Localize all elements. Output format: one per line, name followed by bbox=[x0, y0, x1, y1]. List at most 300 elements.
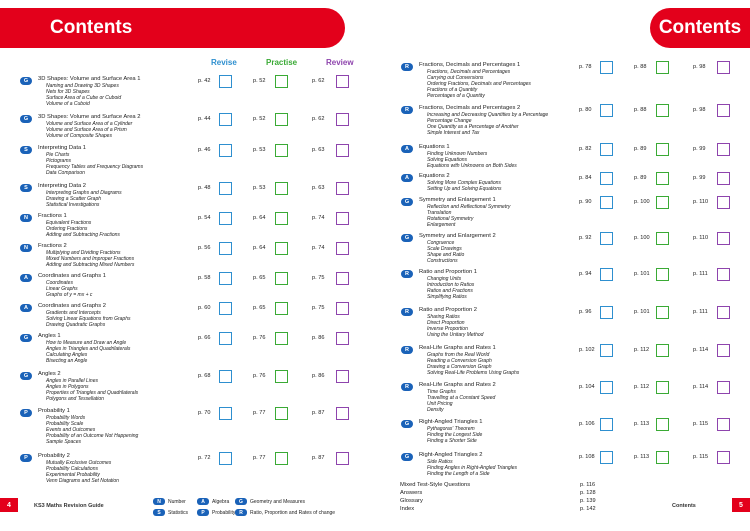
revise-checkbox[interactable] bbox=[219, 272, 232, 285]
review-checkbox[interactable] bbox=[336, 75, 349, 88]
practise-page-ref: p. 53 bbox=[253, 185, 266, 191]
subtopic-item: Graphs of y = mx + c bbox=[46, 292, 93, 299]
subtopic-item: Surface Area of a Cube or Cuboid bbox=[46, 95, 122, 102]
page-title: Contents bbox=[0, 8, 345, 48]
revise-page-ref: p. 60 bbox=[198, 305, 211, 311]
subtopic-list bbox=[46, 121, 132, 139]
practise-page-ref: p. 65 bbox=[253, 305, 266, 311]
practise-page-ref: p. 101 bbox=[634, 271, 650, 277]
page-title: Contents bbox=[650, 8, 750, 48]
subtopic-item: Simplifying Ratios bbox=[427, 294, 467, 301]
section-badge: G bbox=[20, 334, 32, 342]
subtopic-item: Calculating Angles bbox=[46, 352, 88, 359]
review-checkbox[interactable] bbox=[717, 196, 730, 209]
practise-checkbox[interactable] bbox=[656, 143, 669, 156]
key-label: Statistics bbox=[168, 509, 189, 516]
subtopic-list bbox=[46, 83, 121, 107]
section-badge: R bbox=[401, 346, 413, 354]
revise-checkbox[interactable] bbox=[600, 104, 613, 117]
revise-checkbox[interactable] bbox=[600, 172, 613, 185]
practise-page-ref: p. 76 bbox=[253, 373, 266, 379]
subtopic-item: Data Comparison bbox=[46, 170, 85, 177]
revise-checkbox[interactable] bbox=[219, 370, 232, 383]
review-checkbox[interactable] bbox=[717, 418, 730, 431]
subtopic-item: Solving Equations bbox=[427, 157, 468, 164]
subtopic-item: Statistical Investigations bbox=[46, 202, 100, 209]
review-page-ref: p. 75 bbox=[312, 275, 325, 281]
topic-title: Angles 1 bbox=[38, 333, 61, 339]
subtopic-item: Graphs from the Real World bbox=[427, 352, 490, 358]
subtopic-item: Polygons and Tessellation bbox=[46, 396, 104, 403]
misc-entry-page: p. 128 bbox=[580, 490, 596, 496]
review-page-ref: p. 110 bbox=[693, 199, 709, 205]
contents-row bbox=[20, 332, 360, 365]
subtopic-item: Frequency Tables and Frequency Diagrams bbox=[46, 164, 144, 171]
topic-title: Fractions 2 bbox=[38, 243, 67, 249]
contents-row bbox=[20, 452, 360, 485]
section-badge: S bbox=[20, 146, 32, 154]
review-checkbox[interactable] bbox=[336, 407, 349, 420]
review-page-ref: p. 99 bbox=[693, 175, 706, 181]
revise-checkbox[interactable] bbox=[600, 344, 613, 357]
revise-page-ref: p. 54 bbox=[198, 215, 211, 221]
subtopic-item: Travelling at a Constant Speed bbox=[427, 395, 496, 402]
practise-page-ref: p. 89 bbox=[634, 146, 647, 152]
subtopic-item: Increasing and Decreasing Quantities by a Percentage bbox=[427, 112, 549, 118]
revise-page-ref: p. 66 bbox=[198, 335, 211, 341]
topic-title: Interpreting Data 2 bbox=[38, 183, 87, 189]
subtopic-item: Changing Units bbox=[427, 276, 462, 282]
subtopic-list bbox=[46, 415, 138, 445]
review-checkbox[interactable] bbox=[336, 272, 349, 285]
review-checkbox[interactable] bbox=[717, 232, 730, 245]
practise-checkbox[interactable] bbox=[656, 306, 669, 319]
practise-page-ref: p. 52 bbox=[253, 78, 266, 84]
subtopic-list bbox=[427, 112, 548, 136]
review-checkbox[interactable] bbox=[336, 182, 349, 195]
subtopic-item: Drawing a Scatter Graph bbox=[46, 196, 102, 203]
practise-checkbox[interactable] bbox=[275, 182, 288, 195]
section-badge: R bbox=[401, 63, 413, 71]
review-checkbox[interactable] bbox=[717, 344, 730, 357]
contents-row bbox=[401, 344, 746, 377]
review-page-ref: p. 115 bbox=[693, 454, 709, 460]
misc-entry-label: Mixed Test-Style Questions bbox=[400, 482, 471, 488]
subtopic-item: Solving Real-Life Problems Using Graphs bbox=[427, 370, 520, 377]
subtopic-item: Percentages of a Quantity bbox=[427, 93, 485, 100]
review-checkbox[interactable] bbox=[336, 242, 349, 255]
subtopic-list bbox=[427, 426, 482, 444]
section-badge: P bbox=[20, 409, 32, 417]
contents-row bbox=[401, 196, 746, 229]
review-page-ref: p. 110 bbox=[693, 235, 709, 241]
review-checkbox[interactable] bbox=[336, 452, 349, 465]
review-checkbox[interactable] bbox=[336, 113, 349, 126]
topic-title: Symmetry and Enlargement 1 bbox=[419, 197, 496, 203]
topic-title: Probability 2 bbox=[38, 453, 70, 459]
subtopic-item: Side Ratios bbox=[427, 459, 453, 465]
practise-page-ref: p. 65 bbox=[253, 275, 266, 281]
subtopic-item: Sharing Ratios bbox=[427, 314, 460, 320]
practise-checkbox[interactable] bbox=[656, 418, 669, 431]
subtopic-item: Congruence bbox=[427, 240, 455, 246]
review-page-ref: p. 75 bbox=[312, 305, 325, 311]
practise-page-ref: p. 88 bbox=[634, 64, 647, 70]
subtopic-item: Density bbox=[427, 407, 444, 414]
contents-row bbox=[20, 242, 360, 269]
contents-row bbox=[401, 104, 746, 137]
review-page-ref: p. 111 bbox=[693, 271, 708, 277]
key-item bbox=[235, 498, 305, 505]
subtopic-item: Pictograms bbox=[46, 158, 72, 165]
page-number: 4 bbox=[0, 498, 18, 512]
subtopic-item: Nets for 3D Shapes bbox=[46, 89, 90, 96]
practise-checkbox[interactable] bbox=[656, 268, 669, 281]
review-page-ref: p. 87 bbox=[312, 455, 325, 461]
subtopic-list bbox=[427, 352, 519, 376]
key-item bbox=[197, 509, 235, 516]
practise-checkbox[interactable] bbox=[656, 104, 669, 117]
subtopic-item: Gradients and Intercepts bbox=[46, 310, 101, 316]
revise-checkbox[interactable] bbox=[600, 143, 613, 156]
key-label: Ratio, Proportion and Rates of change bbox=[250, 509, 336, 516]
contents-row bbox=[20, 302, 360, 329]
subtopic-list bbox=[427, 180, 502, 192]
review-checkbox[interactable] bbox=[717, 104, 730, 117]
revise-page-ref: p. 68 bbox=[198, 373, 211, 379]
subtopic-item: Experimental Probability bbox=[46, 472, 100, 479]
review-checkbox[interactable] bbox=[717, 268, 730, 281]
key-badge: P bbox=[197, 509, 209, 516]
revise-checkbox[interactable] bbox=[600, 306, 613, 319]
contents-row bbox=[401, 268, 746, 301]
contents-row bbox=[20, 272, 360, 299]
practise-checkbox[interactable] bbox=[656, 172, 669, 185]
section-badge: G bbox=[20, 77, 32, 85]
practise-checkbox[interactable] bbox=[275, 407, 288, 420]
subtopic-list bbox=[427, 69, 531, 99]
subtopic-item: Coordinates bbox=[46, 280, 73, 286]
practise-checkbox[interactable] bbox=[275, 332, 288, 345]
subtopic-list bbox=[46, 340, 130, 364]
subtopic-item: Sample Spaces bbox=[46, 439, 82, 446]
revise-checkbox[interactable] bbox=[219, 212, 232, 225]
topic-title: Equations 1 bbox=[419, 144, 450, 150]
review-checkbox[interactable] bbox=[717, 381, 730, 394]
practise-checkbox[interactable] bbox=[275, 242, 288, 255]
subtopic-list bbox=[427, 459, 517, 477]
topic-title: Right-Angled Triangles 1 bbox=[419, 419, 483, 425]
subtopic-item: Enlargement bbox=[427, 222, 456, 229]
contents-row bbox=[20, 144, 360, 177]
revise-checkbox[interactable] bbox=[600, 451, 613, 464]
practise-page-ref: p. 77 bbox=[253, 455, 266, 461]
subtopic-item: Reflection and Reflectional Symmetry bbox=[427, 204, 511, 210]
topic-title: Symmetry and Enlargement 2 bbox=[419, 233, 496, 239]
topic-title: Right-Angled Triangles 2 bbox=[419, 452, 483, 458]
topic-title: Fractions 1 bbox=[38, 213, 67, 219]
practise-checkbox[interactable] bbox=[275, 212, 288, 225]
subtopic-item: Pythagoras' Theorem bbox=[427, 426, 475, 432]
contents-row bbox=[401, 381, 746, 414]
topic-title: Interpreting Data 1 bbox=[38, 145, 87, 151]
topic-title: Coordinates and Graphs 2 bbox=[38, 303, 106, 309]
revise-checkbox[interactable] bbox=[219, 242, 232, 255]
review-checkbox[interactable] bbox=[336, 212, 349, 225]
subtopic-item: Direct Proportion bbox=[427, 320, 465, 327]
practise-page-ref: p. 100 bbox=[634, 199, 650, 205]
topic-title: Coordinates and Graphs 1 bbox=[38, 273, 106, 279]
key-item bbox=[153, 509, 188, 516]
review-page-ref: p. 63 bbox=[312, 147, 325, 153]
contents-row bbox=[20, 212, 360, 239]
misc-entry-label: Answers bbox=[400, 490, 423, 496]
column-header-revise: Revise bbox=[211, 58, 237, 67]
subtopic-list bbox=[427, 314, 483, 338]
contents-row bbox=[401, 232, 746, 265]
topic-title: Fractions, Decimals and Percentages 1 bbox=[419, 62, 521, 68]
revise-checkbox[interactable] bbox=[219, 113, 232, 126]
subtopic-item: Venn Diagrams and Set Notation bbox=[46, 478, 119, 485]
topic-title: 3D Shapes: Volume and Surface Area 1 bbox=[38, 76, 141, 82]
practise-checkbox[interactable] bbox=[275, 75, 288, 88]
subtopic-list bbox=[427, 240, 464, 264]
revise-page-ref: p. 42 bbox=[198, 78, 211, 84]
revise-page-ref: p. 48 bbox=[198, 185, 211, 191]
subtopic-item: Adding and Subtracting Mixed Numbers bbox=[46, 262, 135, 269]
revise-page-ref: p. 84 bbox=[579, 175, 592, 181]
practise-page-ref: p. 89 bbox=[634, 175, 647, 181]
review-checkbox[interactable] bbox=[336, 144, 349, 157]
column-header-practise: Practise bbox=[266, 58, 298, 67]
subtopic-item: Solving Linear Equations from Graphs bbox=[46, 316, 131, 323]
practise-checkbox[interactable] bbox=[656, 451, 669, 464]
misc-entry-page: p. 142 bbox=[580, 506, 596, 512]
subtopic-item: Linear Graphs bbox=[46, 286, 78, 293]
practise-page-ref: p. 101 bbox=[634, 309, 650, 315]
topic-title: 3D Shapes: Volume and Surface Area 2 bbox=[38, 114, 141, 120]
key-label: Probability bbox=[212, 509, 236, 516]
key-label: Geometry and Measures bbox=[250, 498, 306, 505]
revise-page-ref: p. 94 bbox=[579, 271, 592, 277]
subtopic-item: Rotational Symmetry bbox=[427, 216, 474, 223]
review-page-ref: p. 74 bbox=[312, 245, 325, 251]
review-page-ref: p. 114 bbox=[693, 384, 709, 390]
subtopic-item: Volume and Surface Area of a Prism bbox=[46, 127, 127, 134]
topic-title: Ratio and Proportion 2 bbox=[419, 307, 478, 313]
revise-checkbox[interactable] bbox=[600, 61, 613, 74]
section-badge: G bbox=[401, 198, 413, 206]
contents-row bbox=[401, 61, 746, 100]
review-page-ref: p. 98 bbox=[693, 64, 706, 70]
review-checkbox[interactable] bbox=[717, 306, 730, 319]
revise-page-ref: p. 70 bbox=[198, 410, 211, 416]
practise-checkbox[interactable] bbox=[275, 452, 288, 465]
subtopic-item: Fractions, Decimals and Percentages bbox=[427, 69, 511, 75]
subtopic-item: Mixed Numbers and Improper Fractions bbox=[46, 256, 135, 263]
subtopic-item: Probability of an Outcome Not Happening bbox=[46, 433, 139, 440]
practise-page-ref: p. 77 bbox=[253, 410, 266, 416]
subtopic-list bbox=[46, 460, 119, 484]
revise-page-ref: p. 92 bbox=[579, 235, 592, 241]
subtopic-item: One Quantity as a Percentage of Another bbox=[427, 124, 519, 131]
key-item bbox=[197, 498, 229, 505]
review-checkbox[interactable] bbox=[336, 332, 349, 345]
practise-page-ref: p. 88 bbox=[634, 107, 647, 113]
review-page-ref: p. 86 bbox=[312, 373, 325, 379]
subtopic-item: Time Graphs bbox=[427, 389, 456, 395]
subtopic-item: Adding and Subtracting Fractions bbox=[46, 232, 120, 239]
subtopic-item: Finding Angles in Right-Angled Triangles bbox=[427, 465, 518, 472]
practise-page-ref: p. 113 bbox=[634, 454, 650, 460]
subtopic-item: Ordering Fractions bbox=[46, 226, 88, 233]
subtopic-list bbox=[46, 310, 131, 328]
misc-entry-label: Index bbox=[400, 506, 415, 512]
revise-page-ref: p. 106 bbox=[579, 421, 595, 427]
revise-page-ref: p. 108 bbox=[579, 454, 595, 460]
practise-checkbox[interactable] bbox=[656, 344, 669, 357]
review-checkbox[interactable] bbox=[717, 172, 730, 185]
subtopic-item: Equivalent Fractions bbox=[46, 220, 92, 226]
revise-checkbox[interactable] bbox=[219, 75, 232, 88]
practise-page-ref: p. 100 bbox=[634, 235, 650, 241]
section-badge: G bbox=[20, 372, 32, 380]
revise-checkbox[interactable] bbox=[219, 302, 232, 315]
subtopic-item: Setting Up and Solving Equations bbox=[427, 186, 502, 193]
subtopic-item: Angles in Triangles and Quadrilaterals bbox=[46, 346, 131, 353]
revise-checkbox[interactable] bbox=[219, 407, 232, 420]
subtopic-item: Probability Scale bbox=[46, 421, 84, 428]
subtopic-list bbox=[46, 152, 143, 176]
contents-row bbox=[20, 75, 360, 108]
key-badge: R bbox=[235, 509, 247, 516]
revise-page-ref: p. 80 bbox=[579, 107, 592, 113]
practise-page-ref: p. 64 bbox=[253, 245, 266, 251]
revise-page-ref: p. 104 bbox=[579, 384, 595, 390]
revise-checkbox[interactable] bbox=[219, 182, 232, 195]
contents-row bbox=[401, 451, 746, 478]
misc-entry-page: p. 139 bbox=[580, 498, 596, 504]
section-badge: S bbox=[20, 184, 32, 192]
subtopic-item: Percentage Change bbox=[427, 118, 472, 125]
subtopic-list bbox=[46, 280, 92, 298]
subtopic-item: Finding the Longest Side bbox=[427, 432, 483, 439]
practise-checkbox[interactable] bbox=[275, 272, 288, 285]
review-checkbox[interactable] bbox=[717, 143, 730, 156]
key-badge: A bbox=[197, 498, 209, 505]
subtopic-list bbox=[427, 276, 474, 300]
subtopic-list bbox=[427, 151, 517, 169]
practise-checkbox[interactable] bbox=[656, 196, 669, 209]
practise-page-ref: p. 113 bbox=[634, 421, 650, 427]
review-checkbox[interactable] bbox=[717, 451, 730, 464]
key-badge: G bbox=[235, 498, 247, 505]
subtopic-item: Simple Interest and Tax bbox=[427, 130, 480, 137]
key-badge: S bbox=[153, 509, 165, 516]
subtopic-item: Bisecting an Angle bbox=[46, 358, 88, 365]
section-badge: G bbox=[401, 453, 413, 461]
practise-checkbox[interactable] bbox=[656, 232, 669, 245]
revise-checkbox[interactable] bbox=[219, 332, 232, 345]
review-checkbox[interactable] bbox=[336, 302, 349, 315]
subtopic-item: Angles in Polygons bbox=[46, 384, 89, 391]
contents-row bbox=[401, 172, 746, 192]
key-label: Algebra bbox=[212, 498, 230, 505]
contents-row bbox=[20, 407, 360, 446]
section-badge: R bbox=[401, 308, 413, 316]
practise-checkbox[interactable] bbox=[275, 302, 288, 315]
revise-checkbox[interactable] bbox=[219, 144, 232, 157]
subtopic-item: Naming and Drawing 3D Shapes bbox=[46, 83, 119, 89]
revise-page-ref: p. 44 bbox=[198, 116, 211, 122]
subtopic-list bbox=[46, 220, 120, 238]
topic-title: Ratio and Proportion 1 bbox=[419, 269, 478, 275]
review-checkbox[interactable] bbox=[717, 61, 730, 74]
practise-page-ref: p. 52 bbox=[253, 116, 266, 122]
practise-checkbox[interactable] bbox=[275, 113, 288, 126]
subtopic-item: Pie Charts bbox=[46, 152, 70, 158]
subtopic-item: Interpreting Graphs and Diagrams bbox=[46, 190, 122, 196]
subtopic-list bbox=[46, 190, 122, 208]
revise-page-ref: p. 96 bbox=[579, 309, 592, 315]
brand-label: KS3 Maths Revision Guide bbox=[34, 503, 104, 509]
subtopic-list bbox=[46, 378, 138, 402]
subtopic-item: Mutually Exclusive Outcomes bbox=[46, 460, 112, 466]
revise-page-ref: p. 72 bbox=[198, 455, 211, 461]
contents-row bbox=[20, 370, 360, 403]
practise-checkbox[interactable] bbox=[275, 144, 288, 157]
subtopic-item: Introduction to Ratios bbox=[427, 282, 475, 289]
revise-checkbox[interactable] bbox=[600, 196, 613, 209]
revise-page-ref: p. 46 bbox=[198, 147, 211, 153]
key-item bbox=[153, 498, 186, 505]
subtopic-item: Translation bbox=[427, 210, 452, 217]
topic-title: Angles 2 bbox=[38, 371, 61, 377]
section-badge: N bbox=[20, 244, 32, 252]
practise-checkbox[interactable] bbox=[656, 61, 669, 74]
practise-checkbox[interactable] bbox=[275, 370, 288, 383]
subtopic-item: Ordering Fractions, Decimals and Percentages bbox=[427, 81, 531, 88]
subtopic-item: How to Measure and Draw an Angle bbox=[46, 340, 127, 346]
subtopic-item: Finding a Shorter Side bbox=[427, 438, 477, 445]
subtopic-item: Angles in Parallel Lines bbox=[46, 378, 98, 384]
subtopic-item: Volume of a Cuboid bbox=[46, 101, 90, 108]
topic-title: Real-Life Graphs and Rates 1 bbox=[419, 345, 496, 351]
subtopic-item: Equations with Unknowns on Both Sides bbox=[427, 163, 517, 170]
revise-page-ref: p. 102 bbox=[579, 347, 595, 353]
revise-checkbox[interactable] bbox=[600, 232, 613, 245]
revise-checkbox[interactable] bbox=[600, 381, 613, 394]
revise-checkbox[interactable] bbox=[219, 452, 232, 465]
subtopic-item: Events and Outcomes bbox=[46, 427, 96, 434]
contents-row bbox=[401, 306, 746, 339]
subtopic-item: Finding Unknown Numbers bbox=[427, 151, 488, 157]
section-badge: G bbox=[401, 234, 413, 242]
subtopic-item: Probability Words bbox=[46, 415, 86, 421]
review-checkbox[interactable] bbox=[336, 370, 349, 383]
topic-title: Real-Life Graphs and Rates 2 bbox=[419, 382, 496, 388]
practise-checkbox[interactable] bbox=[656, 381, 669, 394]
subtopic-item: Inverse Proportion bbox=[427, 326, 468, 333]
revise-checkbox[interactable] bbox=[600, 268, 613, 281]
subtopic-list bbox=[427, 389, 495, 413]
page-number: 5 bbox=[732, 498, 750, 512]
footer-label: Contents bbox=[672, 503, 696, 509]
revise-checkbox[interactable] bbox=[600, 418, 613, 431]
practise-page-ref: p. 53 bbox=[253, 147, 266, 153]
practise-page-ref: p. 112 bbox=[634, 347, 650, 353]
practise-page-ref: p. 64 bbox=[253, 215, 266, 221]
